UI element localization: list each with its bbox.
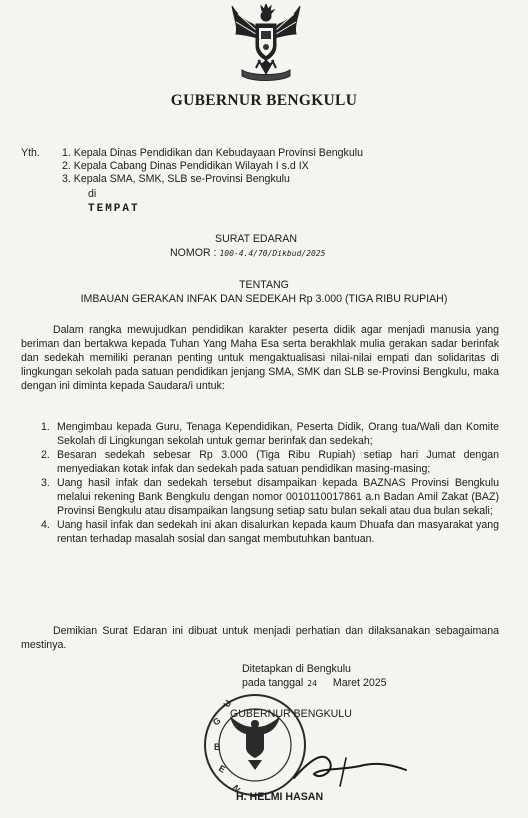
svg-text:G: G — [210, 715, 223, 728]
addressee-place: TEMPAT — [88, 203, 140, 215]
tentang-heading: TENTANG — [239, 279, 289, 291]
list-item-text: Besaran sedekah sebesar Rp 3.000 (Tiga Ribu Rupiah) setiap hari Jumat dengan menyediakan kotak infak dan sedekah pada satuan pendidikan masing-masing; — [57, 449, 499, 475]
intro-paragraph: Dalam rangka mewujudkan pendidikan karakter peserta didik agar menjadi manusia yang beriman dan bertakwa kepada Tuhan Yang Maha Esa serta berakhlak mulia gerakan sadar berinfak dan sedekah memiliki peranan penting untuk mengaktualisasi nilai-nilai empati dan solidaritas di lingkungan sekolah pada satuan pendidikan jenjang SMA, SMK dan SLB se-Provinsi Bengkulu, maka dengan ini diminta kepada Saudara/i untuk: — [21, 324, 499, 392]
addressee-list — [62, 146, 363, 185]
signatory-name: H. HELMI HASAN — [236, 791, 324, 803]
letterhead-title: GUBERNUR BENGKULU — [170, 92, 358, 109]
list-item-number: 4. — [41, 519, 50, 531]
svg-text:U: U — [221, 698, 234, 710]
closing-paragraph: Demikian Surat Edaran ini dibuat untuk menjadi perhatian dan dilaksanakan sebagaimana mestinya. — [21, 625, 499, 651]
list-item — [21, 420, 499, 448]
svg-text:N: N — [230, 782, 243, 795]
list-item — [21, 448, 499, 476]
letter-number-value: 100-4.4/70/Dikbud/2025 — [219, 249, 326, 258]
signature-office: GUBERNUR BENGKULU — [230, 708, 352, 720]
letter-type: SURAT EDARAN — [215, 233, 298, 245]
signature-month-year: Maret 2025 — [332, 677, 387, 689]
addressee-item: 1. Kepala Dinas Pendidikan dan Kebudayaan Provinsi Bengkulu — [62, 147, 363, 159]
letter-number-label: NOMOR : — [170, 247, 217, 259]
garuda-emblem-icon — [228, 4, 304, 84]
addressee-label: Yth. — [21, 147, 40, 159]
signature-day: 24 — [307, 679, 317, 688]
signature-date-label: pada tanggal — [242, 677, 304, 689]
list-item — [21, 476, 499, 518]
list-item-text: Mengimbau kepada Guru, Tenaga Kependidikan, Peserta Didik, Orang tua/Wali dan Komite Sekolah di Lingkungan sekolah untuk gemar berinfak dan sedekah; — [57, 421, 499, 447]
points-list — [21, 420, 499, 546]
list-item-text: Uang hasil infak dan sedekah ini akan disalurkan kepada kaum Dhuafa dan masyarakat yang rentan terhadap masalah sosial dan sangat membutuhkan bantuan. — [57, 519, 499, 545]
addressee-di: di — [88, 188, 97, 200]
svg-text:B: B — [214, 742, 221, 752]
list-item-number: 2. — [41, 449, 50, 461]
svg-text:E: E — [217, 763, 228, 775]
list-item — [21, 518, 499, 546]
letter-subject: IMBAUAN GERAKAN INFAK DAN SEDEKAH Rp 3.000 (TIGA RIBU RUPIAH) — [80, 293, 448, 305]
signature-place: Ditetapkan di Bengkulu — [242, 663, 351, 675]
list-item-number: 1. — [41, 421, 50, 433]
handwritten-signature-icon — [290, 740, 410, 790]
list-item-text: Uang hasil infak dan sedekah tersebut disampaikan kepada BAZNAS Provinsi Bengkulu melalui rekening Bank Bengkulu dengan nomor 0010110017861 a.n Badan Amil Zakat (BAZ) Provinsi Bengkulu atau disampaikan langsung setiap satu bulan sekali atau dua bulan sekali; — [57, 477, 499, 517]
signature-date — [242, 676, 387, 691]
addressee-item: 2. Kepala Cabang Dinas Pendidikan Wilayah I s.d IX — [62, 160, 309, 172]
letter-number — [170, 246, 325, 261]
addressee-item: 3. Kepala SMA, SMK, SLB se-Provinsi Bengkulu — [62, 173, 290, 185]
list-item-number: 3. — [41, 477, 50, 489]
